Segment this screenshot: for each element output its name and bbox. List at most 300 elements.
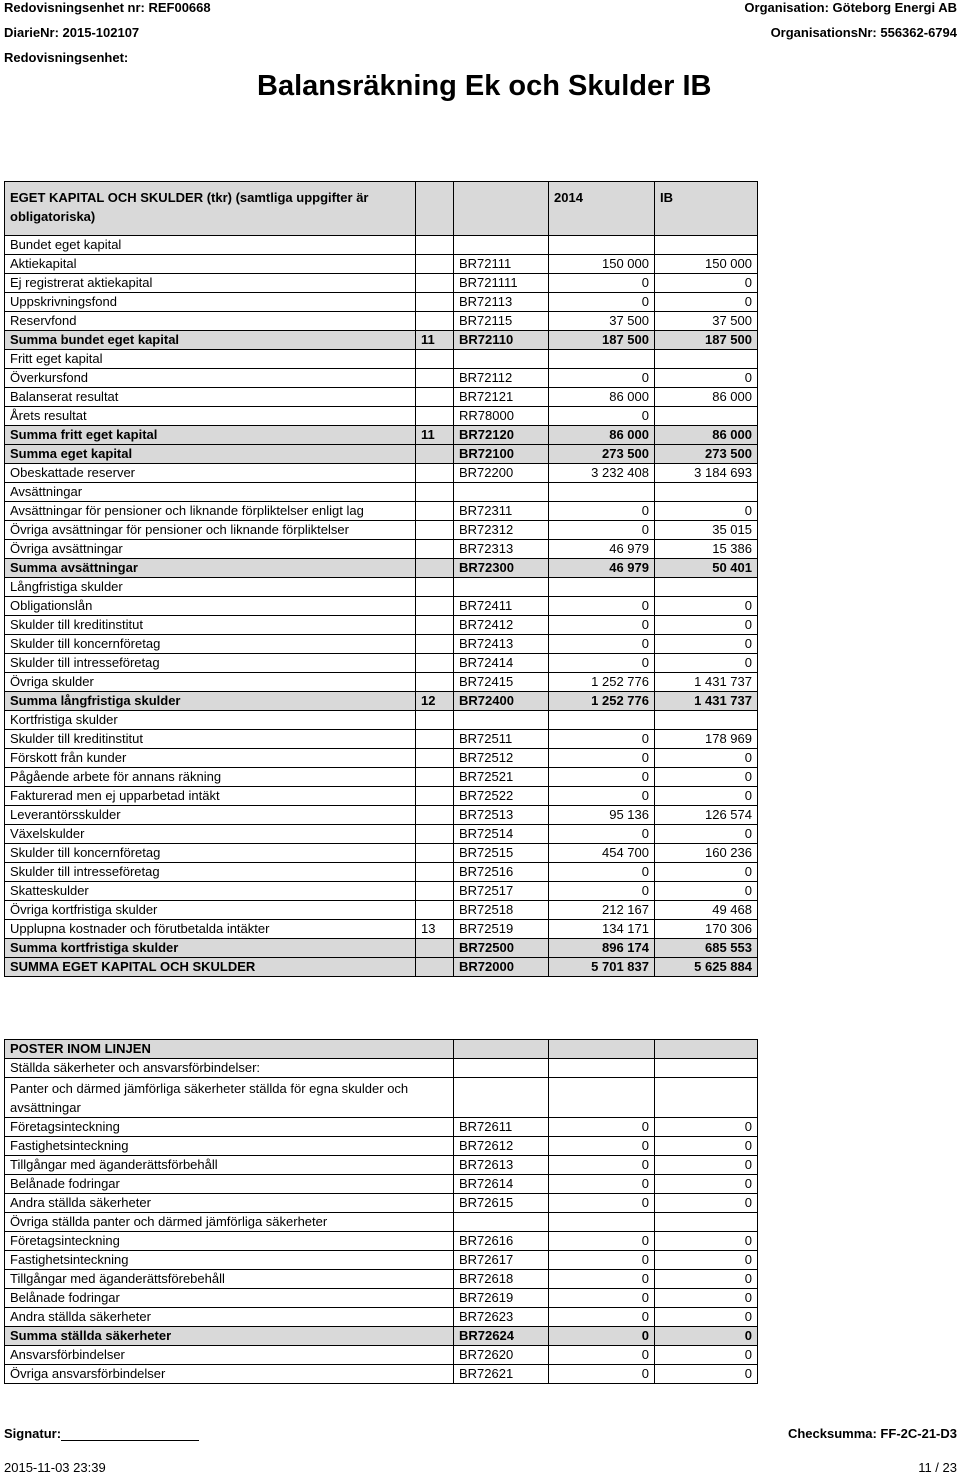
poster-row — [5, 1270, 758, 1289]
row-label: Skatteskulder — [5, 882, 416, 901]
poster-row — [5, 1232, 758, 1251]
table-row — [5, 654, 758, 673]
row-code — [454, 578, 549, 597]
organisation: Organisation: Göteborg Energi AB — [744, 0, 957, 15]
row-value-2014: 0 — [549, 1251, 655, 1270]
row-label: Förskott från kunder — [5, 749, 416, 768]
row-value-ib — [655, 350, 758, 369]
row-value-ib: 35 015 — [655, 521, 758, 540]
row-label: Kortfristiga skulder — [5, 711, 416, 730]
row-label: Belånade fodringar — [5, 1289, 454, 1308]
signatur-label: Signatur: — [4, 1426, 62, 1441]
row-value-2014: 0 — [549, 768, 655, 787]
table-row — [5, 236, 758, 255]
row-note — [416, 274, 454, 293]
row-code: BR72112 — [454, 369, 549, 388]
row-value-2014: 3 232 408 — [549, 464, 655, 483]
row-note — [416, 559, 454, 578]
row-value-ib: 170 306 — [655, 920, 758, 939]
row-label: Långfristiga skulder — [5, 578, 416, 597]
row-value-ib: 3 184 693 — [655, 464, 758, 483]
row-code: BR72311 — [454, 502, 549, 521]
row-note — [416, 863, 454, 882]
row-value-2014: 0 — [549, 1232, 655, 1251]
row-value-2014 — [549, 1078, 655, 1118]
row-note — [416, 521, 454, 540]
row-value-2014: 46 979 — [549, 540, 655, 559]
organisationsnr: OrganisationsNr: 556362-6794 — [770, 25, 957, 40]
table-row — [5, 787, 758, 806]
row-value-2014: 187 500 — [549, 331, 655, 350]
header-ib: IB — [655, 182, 758, 236]
row-code: BR72513 — [454, 806, 549, 825]
row-code: BR721111 — [454, 274, 549, 293]
row-code: BR72612 — [454, 1137, 549, 1156]
row-value-ib: 0 — [655, 1137, 758, 1156]
row-value-2014: 0 — [549, 293, 655, 312]
row-value-2014: 0 — [549, 274, 655, 293]
row-note — [416, 711, 454, 730]
row-value-ib: 0 — [655, 1308, 758, 1327]
table-row — [5, 540, 758, 559]
row-label: Skulder till koncernföretag — [5, 635, 416, 654]
row-value-ib: 0 — [655, 768, 758, 787]
poster-row — [5, 1251, 758, 1270]
row-note — [416, 369, 454, 388]
table-row — [5, 464, 758, 483]
row-code: BR72511 — [454, 730, 549, 749]
row-code: BR72615 — [454, 1194, 549, 1213]
row-note — [416, 806, 454, 825]
row-value-2014: 0 — [549, 1365, 655, 1384]
row-value-2014: 37 500 — [549, 312, 655, 331]
row-code: BR72115 — [454, 312, 549, 331]
row-value-2014 — [549, 1059, 655, 1078]
table-row — [5, 939, 758, 958]
table-row — [5, 844, 758, 863]
poster-row — [5, 1365, 758, 1384]
table-row — [5, 407, 758, 426]
row-code: BR72618 — [454, 1270, 549, 1289]
row-value-2014 — [549, 711, 655, 730]
row-value-2014: 0 — [549, 863, 655, 882]
table-row — [5, 863, 758, 882]
row-label: Summa avsättningar — [5, 559, 416, 578]
row-note — [416, 787, 454, 806]
row-note: 11 — [416, 331, 454, 350]
table-row — [5, 920, 758, 939]
row-value-2014: 273 500 — [549, 445, 655, 464]
row-value-ib — [655, 483, 758, 502]
row-value-2014: 0 — [549, 749, 655, 768]
table-row — [5, 521, 758, 540]
header-label: EGET KAPITAL OCH SKULDER (tkr) (samtliga uppgifter är obligatoriska) — [5, 182, 416, 236]
checksumma: Checksumma: FF-2C-21-D3 — [787, 1426, 957, 1441]
row-label: Skulder till kreditinstitut — [5, 616, 416, 635]
row-code: BR72121 — [454, 388, 549, 407]
diarienr: DiarieNr: 2015-102107 — [4, 25, 140, 40]
row-value-2014: 896 174 — [549, 939, 655, 958]
row-value-2014: 0 — [549, 787, 655, 806]
signature-line — [61, 1428, 199, 1441]
row-code — [454, 1213, 549, 1232]
poster-row — [5, 1059, 758, 1078]
row-value-2014: 134 171 — [549, 920, 655, 939]
poster-row — [5, 1078, 758, 1118]
row-value-2014: 0 — [549, 369, 655, 388]
row-value-ib: 0 — [655, 1327, 758, 1346]
row-code — [454, 1078, 549, 1118]
table-row — [5, 711, 758, 730]
row-value-2014 — [549, 350, 655, 369]
row-code: BR72313 — [454, 540, 549, 559]
row-code: BR72113 — [454, 293, 549, 312]
row-code: BR72412 — [454, 616, 549, 635]
row-value-2014: 0 — [549, 1346, 655, 1365]
row-label: Pågående arbete för annans räkning — [5, 768, 416, 787]
row-label: Företagsinteckning — [5, 1232, 454, 1251]
row-value-ib: 49 468 — [655, 901, 758, 920]
row-label: Skulder till intresseföretag — [5, 654, 416, 673]
row-code: BR72624 — [454, 1327, 549, 1346]
row-label: Summa bundet eget kapital — [5, 331, 416, 350]
row-value-2014: 0 — [549, 730, 655, 749]
row-value-ib: 0 — [655, 1194, 758, 1213]
row-value-2014: 212 167 — [549, 901, 655, 920]
row-label: Övriga skulder — [5, 673, 416, 692]
row-value-2014: 0 — [549, 1308, 655, 1327]
row-label: Balanserat resultat — [5, 388, 416, 407]
row-value-ib — [655, 236, 758, 255]
row-value-ib — [655, 711, 758, 730]
row-value-2014: 86 000 — [549, 388, 655, 407]
poster-header-row — [5, 1040, 758, 1059]
row-value-ib: 0 — [655, 882, 758, 901]
row-note — [416, 407, 454, 426]
row-note — [416, 464, 454, 483]
row-label: Skulder till kreditinstitut — [5, 730, 416, 749]
row-value-ib: 126 574 — [655, 806, 758, 825]
row-value-ib: 0 — [655, 502, 758, 521]
row-code: BR72518 — [454, 901, 549, 920]
page-title: Balansräkning Ek och Skulder IB — [257, 70, 712, 102]
poster-row — [5, 1118, 758, 1137]
row-value-ib: 37 500 — [655, 312, 758, 331]
table-row — [5, 483, 758, 502]
row-value-ib: 0 — [655, 597, 758, 616]
row-label: Reservfond — [5, 312, 416, 331]
row-value-ib: 0 — [655, 274, 758, 293]
row-label: Fastighetsinteckning — [5, 1251, 454, 1270]
row-note — [416, 882, 454, 901]
table-row — [5, 901, 758, 920]
row-value-ib: 150 000 — [655, 255, 758, 274]
row-note — [416, 768, 454, 787]
row-code: BR72522 — [454, 787, 549, 806]
header-note — [416, 182, 454, 236]
row-value-2014: 5 701 837 — [549, 958, 655, 977]
row-label: Upplupna kostnader och förutbetalda intäkter — [5, 920, 416, 939]
row-code: BR72517 — [454, 882, 549, 901]
row-value-ib: 0 — [655, 635, 758, 654]
row-code: BR72617 — [454, 1251, 549, 1270]
row-value-2014: 0 — [549, 1289, 655, 1308]
row-value-ib: 0 — [655, 369, 758, 388]
row-note: 11 — [416, 426, 454, 445]
row-code: RR78000 — [454, 407, 549, 426]
row-note — [416, 939, 454, 958]
row-value-2014: 0 — [549, 407, 655, 426]
row-code — [454, 350, 549, 369]
row-label: Ej registrerat aktiekapital — [5, 274, 416, 293]
poster-row — [5, 1137, 758, 1156]
row-code — [454, 483, 549, 502]
poster-inom-linjen-table — [4, 1039, 758, 1384]
row-code: BR72111 — [454, 255, 549, 274]
row-label: Skulder till koncernföretag — [5, 844, 416, 863]
row-code: BR72614 — [454, 1175, 549, 1194]
row-code: BR72120 — [454, 426, 549, 445]
row-code: BR72623 — [454, 1308, 549, 1327]
row-label: Avsättningar för pensioner och liknande förpliktelser enligt lag — [5, 502, 416, 521]
table-row — [5, 635, 758, 654]
row-code — [454, 236, 549, 255]
poster-row — [5, 1175, 758, 1194]
row-value-2014 — [549, 1213, 655, 1232]
row-value-2014: 1 252 776 — [549, 673, 655, 692]
row-value-2014: 0 — [549, 616, 655, 635]
row-code: BR72413 — [454, 635, 549, 654]
table-row — [5, 312, 758, 331]
redovisningsenhet-nr: Redovisningsenhet nr: REF00668 — [4, 0, 211, 15]
row-value-2014: 0 — [549, 825, 655, 844]
row-note — [416, 578, 454, 597]
row-code: BR72519 — [454, 920, 549, 939]
table-row — [5, 616, 758, 635]
row-label: Summa fritt eget kapital — [5, 426, 416, 445]
row-value-2014: 150 000 — [549, 255, 655, 274]
row-value-ib: 0 — [655, 1251, 758, 1270]
table-row — [5, 388, 758, 407]
signature-block — [4, 1426, 199, 1441]
row-note — [416, 635, 454, 654]
row-value-ib — [655, 407, 758, 426]
row-value-ib: 0 — [655, 1346, 758, 1365]
row-note — [416, 901, 454, 920]
row-label: Ansvarsförbindelser — [5, 1346, 454, 1365]
row-value-2014: 1 252 776 — [549, 692, 655, 711]
row-value-ib: 0 — [655, 1175, 758, 1194]
row-note — [416, 730, 454, 749]
row-value-ib: 0 — [655, 616, 758, 635]
table-row — [5, 673, 758, 692]
row-note — [416, 445, 454, 464]
row-code: BR72312 — [454, 521, 549, 540]
row-code: BR72000 — [454, 958, 549, 977]
row-value-2014: 0 — [549, 1327, 655, 1346]
row-code: BR72521 — [454, 768, 549, 787]
row-label: Skulder till intresseföretag — [5, 863, 416, 882]
row-value-ib: 0 — [655, 1156, 758, 1175]
row-value-ib: 160 236 — [655, 844, 758, 863]
row-code: BR72500 — [454, 939, 549, 958]
row-value-ib: 1 431 737 — [655, 673, 758, 692]
row-code: BR72100 — [454, 445, 549, 464]
row-label: Belånade fodringar — [5, 1175, 454, 1194]
row-value-ib — [655, 1213, 758, 1232]
row-label: Summa kortfristiga skulder — [5, 939, 416, 958]
table-row — [5, 578, 758, 597]
row-code: BR72516 — [454, 863, 549, 882]
table-row — [5, 825, 758, 844]
table-row — [5, 730, 758, 749]
table-row — [5, 502, 758, 521]
timestamp: 2015-11-03 23:39 — [4, 1460, 106, 1475]
row-label: Obeskattade reserver — [5, 464, 416, 483]
row-value-ib: 685 553 — [655, 939, 758, 958]
row-value-ib: 273 500 — [655, 445, 758, 464]
row-note — [416, 825, 454, 844]
row-note — [416, 654, 454, 673]
row-label: Uppskrivningsfond — [5, 293, 416, 312]
row-note — [416, 844, 454, 863]
row-value-2014 — [549, 483, 655, 502]
row-value-ib — [655, 578, 758, 597]
row-code: BR72110 — [454, 331, 549, 350]
table-row — [5, 426, 758, 445]
row-value-2014: 454 700 — [549, 844, 655, 863]
row-value-ib: 15 386 — [655, 540, 758, 559]
row-value-ib: 0 — [655, 1118, 758, 1137]
table-row — [5, 559, 758, 578]
row-note — [416, 540, 454, 559]
row-note — [416, 483, 454, 502]
row-note: 13 — [416, 920, 454, 939]
row-label: Fritt eget kapital — [5, 350, 416, 369]
table-row — [5, 597, 758, 616]
row-label: Tillgångar med äganderättsförbehåll — [5, 1156, 454, 1175]
row-code: BR72621 — [454, 1365, 549, 1384]
row-label: Växelskulder — [5, 825, 416, 844]
row-note — [416, 293, 454, 312]
row-value-2014 — [549, 236, 655, 255]
row-value-ib: 0 — [655, 1270, 758, 1289]
row-value-ib: 0 — [655, 749, 758, 768]
row-value-2014: 0 — [549, 654, 655, 673]
header-code — [454, 182, 549, 236]
row-value-2014: 0 — [549, 502, 655, 521]
row-note — [416, 616, 454, 635]
row-label: Fakturerad men ej upparbetad intäkt — [5, 787, 416, 806]
row-value-2014 — [549, 578, 655, 597]
table-row — [5, 331, 758, 350]
row-code: BR72512 — [454, 749, 549, 768]
row-value-ib: 1 431 737 — [655, 692, 758, 711]
row-code: BR72414 — [454, 654, 549, 673]
table-row — [5, 958, 758, 977]
table-row — [5, 350, 758, 369]
table-row — [5, 274, 758, 293]
row-label: Bundet eget kapital — [5, 236, 416, 255]
row-label: Leverantörsskulder — [5, 806, 416, 825]
row-note — [416, 673, 454, 692]
row-label: Övriga ansvarsförbindelser — [5, 1365, 454, 1384]
poster-row — [5, 1327, 758, 1346]
row-value-ib: 0 — [655, 1232, 758, 1251]
row-note: 12 — [416, 692, 454, 711]
poster-row — [5, 1213, 758, 1232]
row-code — [454, 711, 549, 730]
row-label: Andra ställda säkerheter — [5, 1308, 454, 1327]
row-label: Andra ställda säkerheter — [5, 1194, 454, 1213]
row-label: Fastighetsinteckning — [5, 1137, 454, 1156]
page-number: 11 / 23 — [918, 1460, 957, 1475]
row-value-2014: 0 — [549, 1137, 655, 1156]
row-value-2014: 0 — [549, 1270, 655, 1289]
row-value-ib: 86 000 — [655, 388, 758, 407]
row-code: BR72616 — [454, 1232, 549, 1251]
row-value-2014: 0 — [549, 597, 655, 616]
row-note — [416, 388, 454, 407]
row-label: Övriga kortfristiga skulder — [5, 901, 416, 920]
poster-row — [5, 1194, 758, 1213]
row-label: Obligationslån — [5, 597, 416, 616]
row-label: Övriga avsättningar — [5, 540, 416, 559]
row-value-ib: 0 — [655, 825, 758, 844]
row-label: Avsättningar — [5, 483, 416, 502]
row-value-ib — [655, 1059, 758, 1078]
row-value-ib: 0 — [655, 863, 758, 882]
row-value-ib: 0 — [655, 654, 758, 673]
redovisningsenhet: Redovisningsenhet: — [4, 50, 129, 65]
row-label: Panter och därmed jämförliga säkerheter ställda för egna skulder och avsättningar — [5, 1078, 454, 1118]
poster-header: POSTER INOM LINJEN — [5, 1040, 454, 1059]
row-code: BR72300 — [454, 559, 549, 578]
row-value-2014: 95 136 — [549, 806, 655, 825]
row-note — [416, 350, 454, 369]
row-value-2014: 0 — [549, 882, 655, 901]
row-note — [416, 255, 454, 274]
row-value-2014: 0 — [549, 1194, 655, 1213]
row-label: Summa långfristiga skulder — [5, 692, 416, 711]
poster-row — [5, 1346, 758, 1365]
row-code: BR72613 — [454, 1156, 549, 1175]
row-label: Summa ställda säkerheter — [5, 1327, 454, 1346]
table-row — [5, 692, 758, 711]
row-code: BR72411 — [454, 597, 549, 616]
row-code: BR72611 — [454, 1118, 549, 1137]
row-label: Ställda säkerheter och ansvarsförbindelser: — [5, 1059, 454, 1078]
row-label: Summa eget kapital — [5, 445, 416, 464]
table-row — [5, 749, 758, 768]
row-code: BR72620 — [454, 1346, 549, 1365]
row-value-ib: 0 — [655, 1289, 758, 1308]
balance-sheet-table — [4, 181, 758, 977]
row-label: Årets resultat — [5, 407, 416, 426]
poster-row — [5, 1289, 758, 1308]
row-code: BR72514 — [454, 825, 549, 844]
header-2014: 2014 — [549, 182, 655, 236]
row-value-ib: 0 — [655, 293, 758, 312]
row-code: BR72515 — [454, 844, 549, 863]
row-value-ib: 86 000 — [655, 426, 758, 445]
row-label: Tillgångar med äganderättsförebehåll — [5, 1270, 454, 1289]
table-row — [5, 255, 758, 274]
row-label: Överkursfond — [5, 369, 416, 388]
row-value-2014: 46 979 — [549, 559, 655, 578]
row-value-2014: 0 — [549, 1156, 655, 1175]
row-label: Aktiekapital — [5, 255, 416, 274]
